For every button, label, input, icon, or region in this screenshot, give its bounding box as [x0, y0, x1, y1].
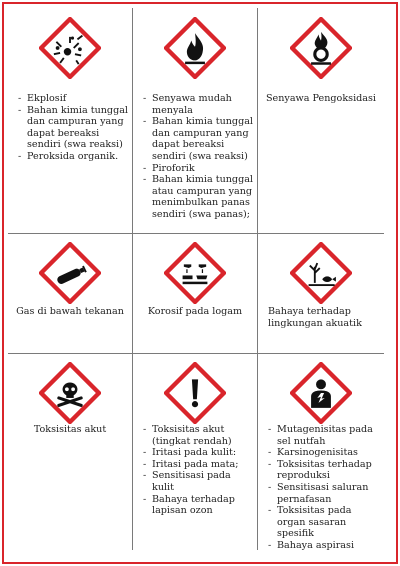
exploding-bomb-icon — [39, 17, 101, 79]
cell-explosive — [8, 8, 133, 234]
cell-text — [268, 424, 380, 552]
list-item: - Bahan kimia tunggal atau campuran yang menimbulkan panas sendiri (swa panas); — [143, 174, 253, 220]
list-item: - Toksisitas pada organ sasaran spesifik — [268, 505, 380, 540]
list-item: - Senyawa mudah menyala — [143, 93, 253, 116]
list-item: - Bahan kimia tunggal dan campuran yang dapat bereaksi sendiri (swa reaksi) — [143, 116, 253, 162]
list-item: - Bahaya aspirasi — [268, 540, 380, 552]
cell-aquatic-hazard — [258, 234, 384, 354]
cell-label: Toksisitas akut — [33, 424, 107, 435]
cell-acute-toxicity — [8, 354, 133, 550]
list-item: - Piroforik — [143, 163, 253, 175]
cell-health-hazard — [258, 354, 384, 550]
flame-icon — [164, 17, 226, 79]
cell-text — [143, 93, 253, 221]
list-item: - Karsinogenisitas — [268, 447, 380, 459]
cell-label: Bahaya terhadap lingkungan akuatik — [268, 306, 362, 329]
cell-text — [18, 93, 128, 163]
list-item: - Iritasi pada mata; — [143, 459, 253, 471]
list-item: - Sensitisasi pada kulit — [143, 470, 253, 493]
list-item: - Toksisitas terhadap reproduksi — [268, 459, 380, 482]
flame-over-circle-icon — [290, 17, 352, 79]
list-item: - Peroksida organik. — [18, 151, 128, 163]
cell-flammable — [133, 8, 258, 234]
list-item: - Bahaya terhadap lapisan ozon — [143, 494, 253, 517]
list-item: - Bahan kimia tunggal dan campuran yang dapat bereaksi sendiri (swa reaksi) — [18, 105, 128, 151]
environment-icon — [290, 242, 352, 304]
cell-gas-under-pressure — [8, 234, 133, 354]
list-item: - Sensitisasi saluran pernafasan — [268, 482, 380, 505]
cell-oxidizer — [258, 8, 384, 234]
cell-label: Korosif pada logam — [147, 306, 243, 317]
cell-irritant — [133, 354, 258, 550]
cell-label: Senyawa Pengoksidasi — [265, 93, 376, 104]
health-hazard-icon — [290, 362, 352, 424]
cell-corrosive — [133, 234, 258, 354]
list-item: - Toksisitas akut (tingkat rendah) — [143, 424, 253, 447]
gas-cylinder-icon — [39, 242, 101, 304]
list-item: - Iritasi pada kulit: — [143, 447, 253, 459]
cell-label: Gas di bawah tekanan — [16, 306, 124, 317]
list-item: - Ekplosif — [18, 93, 128, 105]
ghs-pictogram-table — [8, 8, 384, 550]
corrosion-icon — [164, 242, 226, 304]
list-item: - Mutagenisitas pada sel nutfah — [268, 424, 380, 447]
skull-crossbones-icon — [39, 362, 101, 424]
exclamation-mark-icon — [164, 362, 226, 424]
cell-text — [143, 424, 253, 517]
